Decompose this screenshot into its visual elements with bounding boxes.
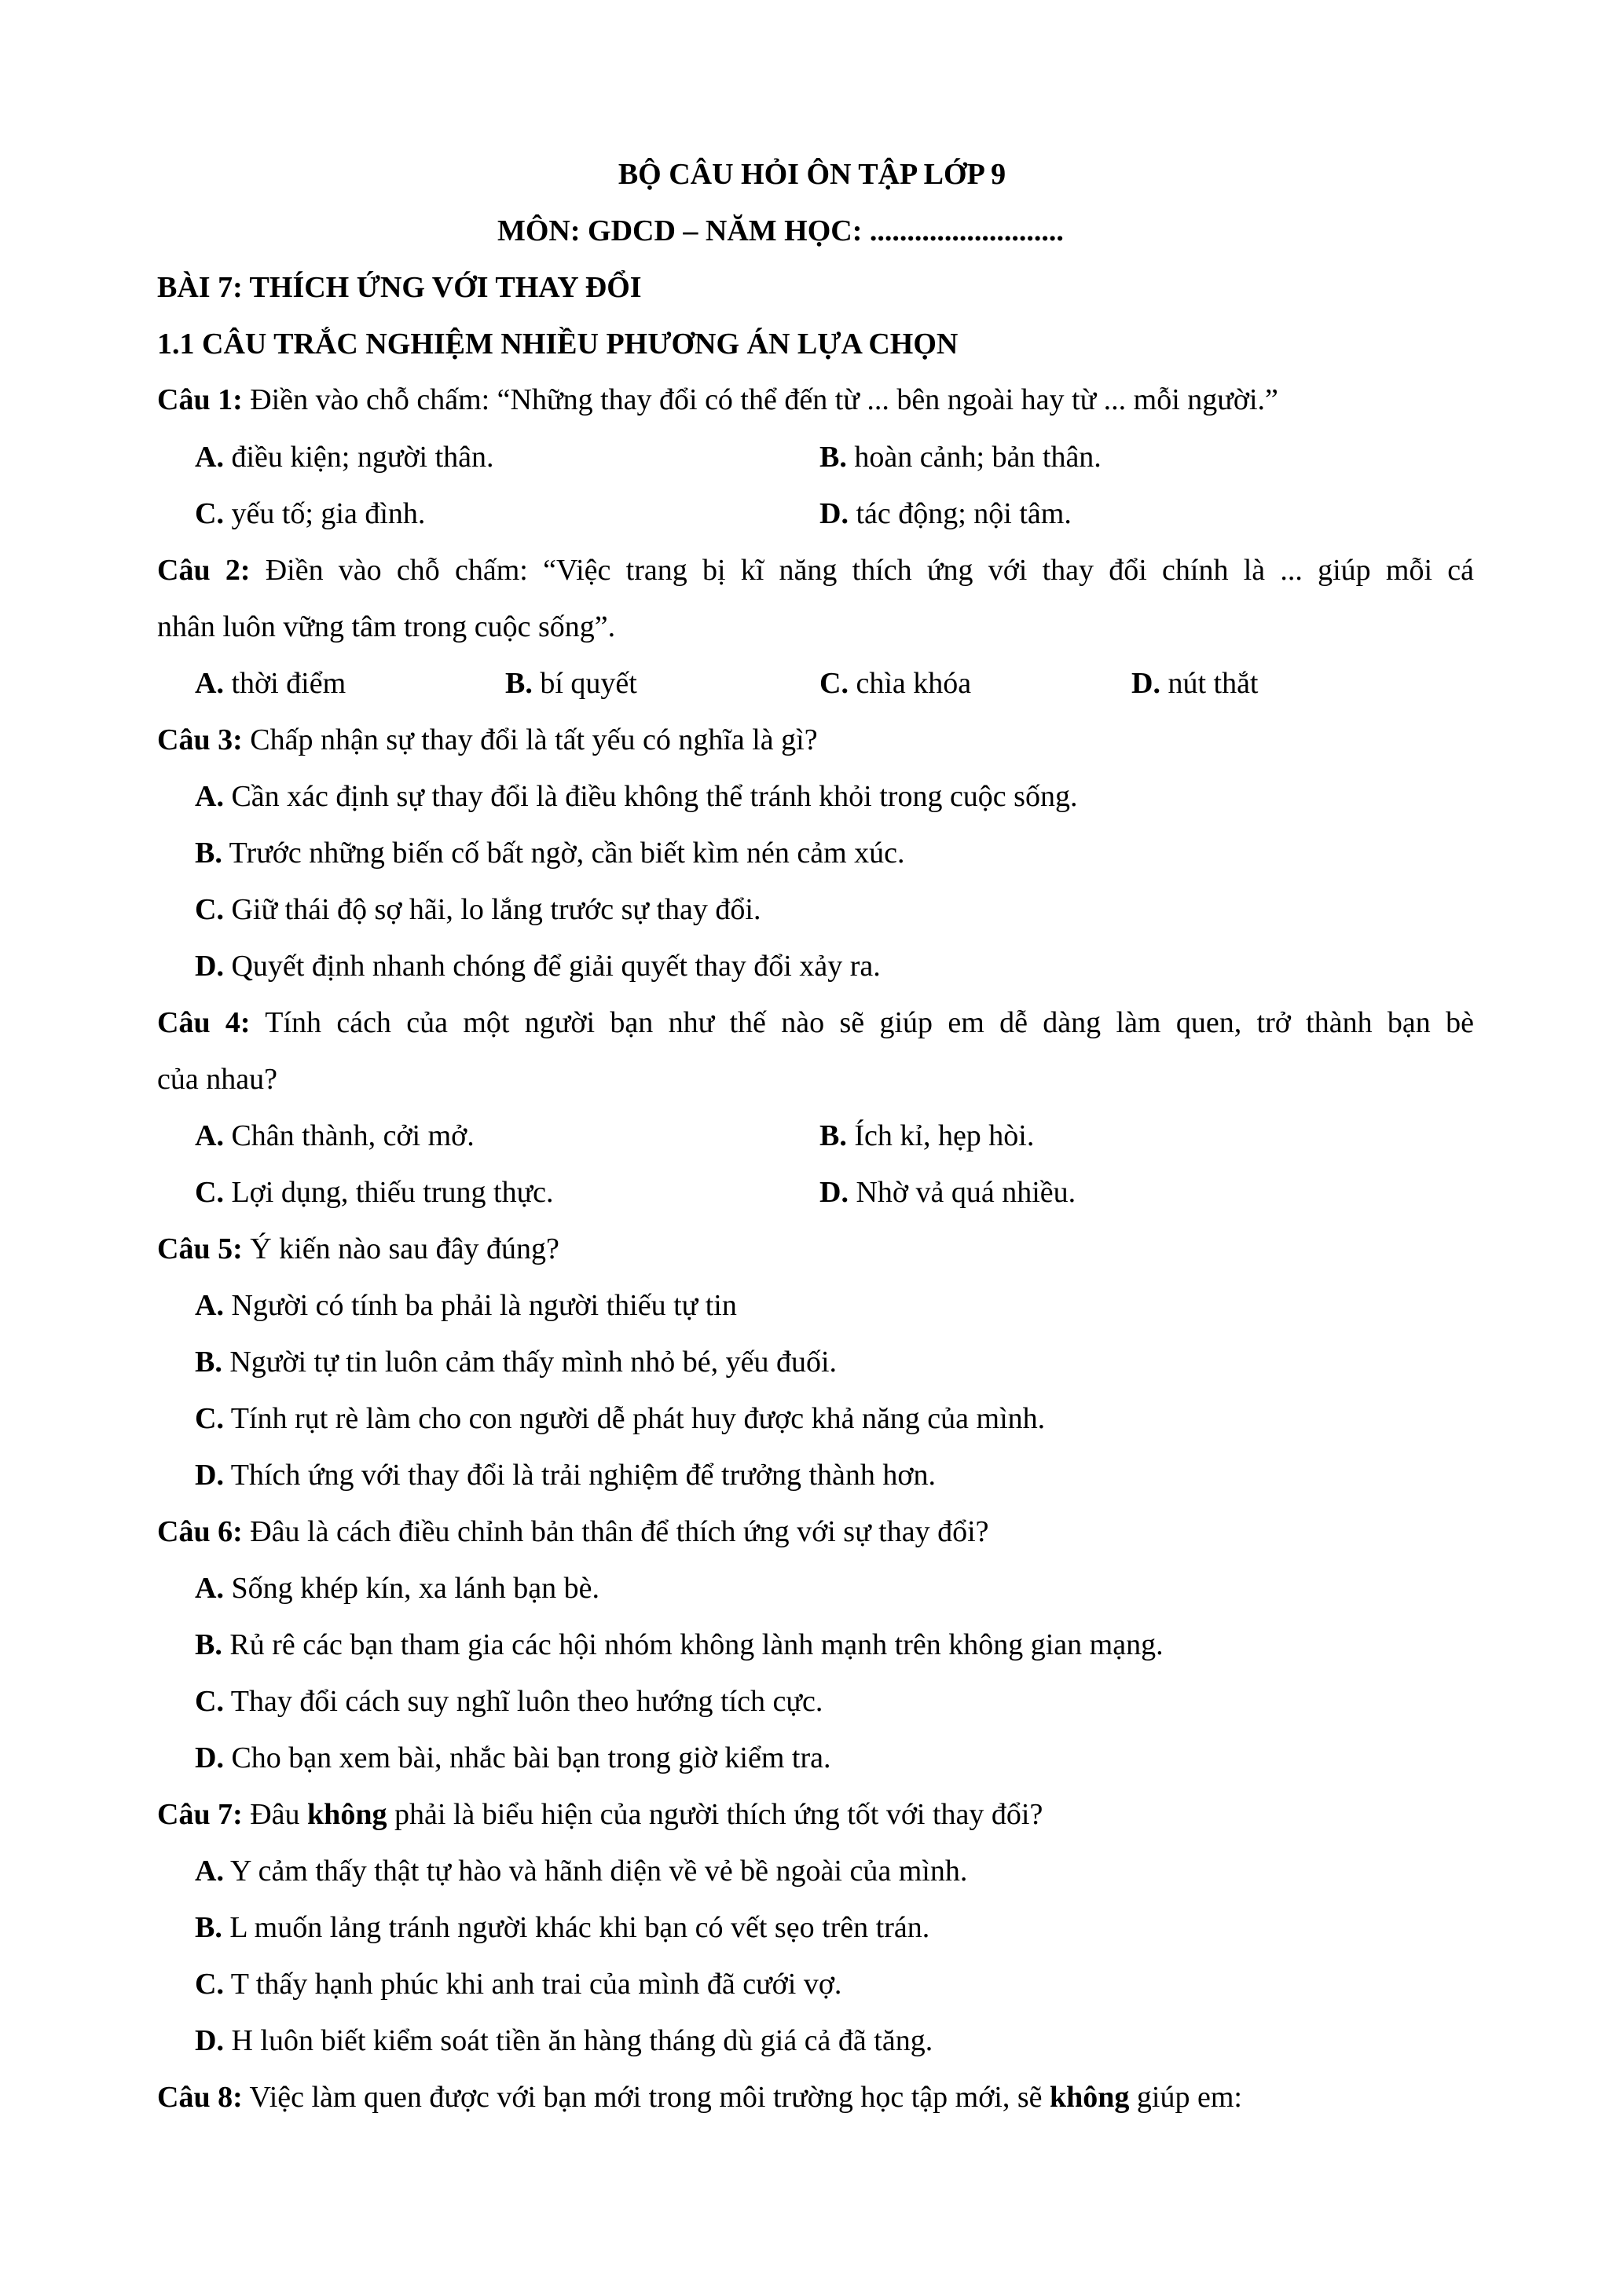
question-4-continued: của nhau? (157, 1063, 277, 1096)
document-title: BỘ CÂU HỎI ÔN TẬP LỚP 9 (618, 158, 1006, 191)
question-label: Câu 1: (157, 383, 243, 416)
question-8: Câu 8: Việc làm quen được với bạn mới trong môi trường học tập mới, sẽ không giúp em: (157, 2081, 1242, 2114)
document-subtitle: MÔN: GDCD – NĂM HỌC: .......................... (497, 214, 1064, 247)
q5-option-c: C. Tính rụt rè làm cho con người dễ phát huy được khả năng của mình. (195, 1402, 1046, 1435)
q3-option-a: A. Cần xác định sự thay đổi là điều không thể tránh khỏi trong cuộc sống. (195, 780, 1078, 813)
question-4 (157, 1008, 1474, 1038)
emphasis-negation: không (307, 1798, 387, 1831)
q2-option-a: A. thời điểm (195, 667, 346, 700)
emphasis-negation: không (1050, 2081, 1130, 2114)
q1-option-b: B. hoàn cảnh; bản thân. (819, 441, 1102, 474)
q6-option-c: C. Thay đổi cách suy nghĩ luôn theo hướng tích cực. (195, 1685, 823, 1718)
question-5 (157, 1234, 559, 1264)
question-text: Tính cách của một người bạn như thế nào sẽ giúp em dễ dàng làm quen, trở thành bạn bè (250, 1006, 1474, 1039)
question-label: Câu 5: (157, 1232, 243, 1265)
q2-option-d: D. nút thắt (1131, 667, 1259, 700)
q2-option-b: B. bí quyết (505, 667, 637, 700)
q5-option-b: B. Người tự tin luôn cảm thấy mình nhỏ bé, yếu đuối. (195, 1346, 837, 1379)
q6-option-b: B. Rủ rê các bạn tham gia các hội nhóm không lành mạnh trên không gian mạng. (195, 1628, 1164, 1661)
question-text: Chấp nhận sự thay đổi là tất yếu có nghĩa là gì? (242, 723, 818, 756)
question-text: Điền vào chỗ chấm: “Những thay đổi có thể đến từ ... bên ngoài hay từ ... mỗi người.” (242, 383, 1278, 416)
question-label: Câu 7: (157, 1798, 243, 1831)
question-3 (157, 725, 818, 755)
q1-option-d: D. tác động; nội tâm. (819, 497, 1072, 530)
q4-option-b: B. Ích kỉ, hẹp hòi. (819, 1119, 1035, 1152)
question-label: Câu 3: (157, 723, 243, 756)
lesson-heading: BÀI 7: THÍCH ỨNG VỚI THAY ĐỔI (157, 271, 642, 304)
q2-option-c: C. chìa khóa (819, 667, 972, 700)
question-text: Đâu là cách điều chỉnh bản thân để thích ứng với sự thay đổi? (242, 1515, 989, 1548)
question-2-continued: nhân luôn vững tâm trong cuộc sống”. (157, 610, 616, 643)
q7-option-c: C. T thấy hạnh phúc khi anh trai của mình đã cưới vợ. (195, 1968, 842, 2001)
q6-option-d: D. Cho bạn xem bài, nhắc bài bạn trong giờ kiểm tra. (195, 1741, 831, 1774)
question-7: Câu 7: Đâu không phải là biểu hiện của người thích ứng tốt với thay đổi? (157, 1798, 1043, 1831)
q5-option-d: D. Thích ứng với thay đổi là trải nghiệm để trưởng thành hơn. (195, 1459, 936, 1492)
question-text: Điền vào chỗ chấm: “Việc trang bị kĩ năng thích ứng với thay đổi chính là ... giúp mỗi cá (250, 554, 1474, 587)
q3-option-d: D. Quyết định nhanh chóng để giải quyết thay đổi xảy ra. (195, 950, 881, 983)
section-heading: 1.1 CÂU TRẮC NGHIỆM NHIỀU PHƯƠNG ÁN LỰA CHỌN (157, 328, 959, 361)
question-text: Ý kiến nào sau đây đúng? (242, 1232, 559, 1265)
q1-option-c: C. yếu tố; gia đình. (195, 497, 426, 530)
q6-option-a: A. Sống khép kín, xa lánh bạn bè. (195, 1572, 600, 1605)
q4-option-a: A. Chân thành, cởi mở. (195, 1119, 475, 1152)
question-label: Câu 8: (157, 2081, 243, 2114)
q5-option-a: A. Người có tính ba phải là người thiếu tự tin (195, 1289, 737, 1322)
question-label: Câu 6: (157, 1515, 243, 1548)
q3-option-c: C. Giữ thái độ sợ hãi, lo lắng trước sự thay đổi. (195, 893, 761, 926)
question-label: Câu 4: (157, 1006, 251, 1039)
q1-option-a: A. điều kiện; người thân. (195, 441, 494, 474)
question-label: Câu 2: (157, 554, 251, 587)
question-2 (157, 555, 1474, 585)
q7-option-b: B. L muốn lảng tránh người khác khi bạn có vết sẹo trên trán. (195, 1911, 930, 1944)
question-6 (157, 1517, 989, 1547)
question-1 (157, 385, 1278, 415)
q4-option-c: C. Lợi dụng, thiếu trung thực. (195, 1176, 554, 1209)
q3-option-b: B. Trước những biến cố bất ngờ, cần biết kìm nén cảm xúc. (195, 837, 905, 870)
q4-option-d: D. Nhờ vả quá nhiều. (819, 1176, 1076, 1209)
q7-option-a: A. Y cảm thấy thật tự hào và hãnh diện về vẻ bề ngoài của mình. (195, 1855, 968, 1888)
q7-option-d: D. H luôn biết kiểm soát tiền ăn hàng tháng dù giá cả đã tăng. (195, 2024, 933, 2057)
